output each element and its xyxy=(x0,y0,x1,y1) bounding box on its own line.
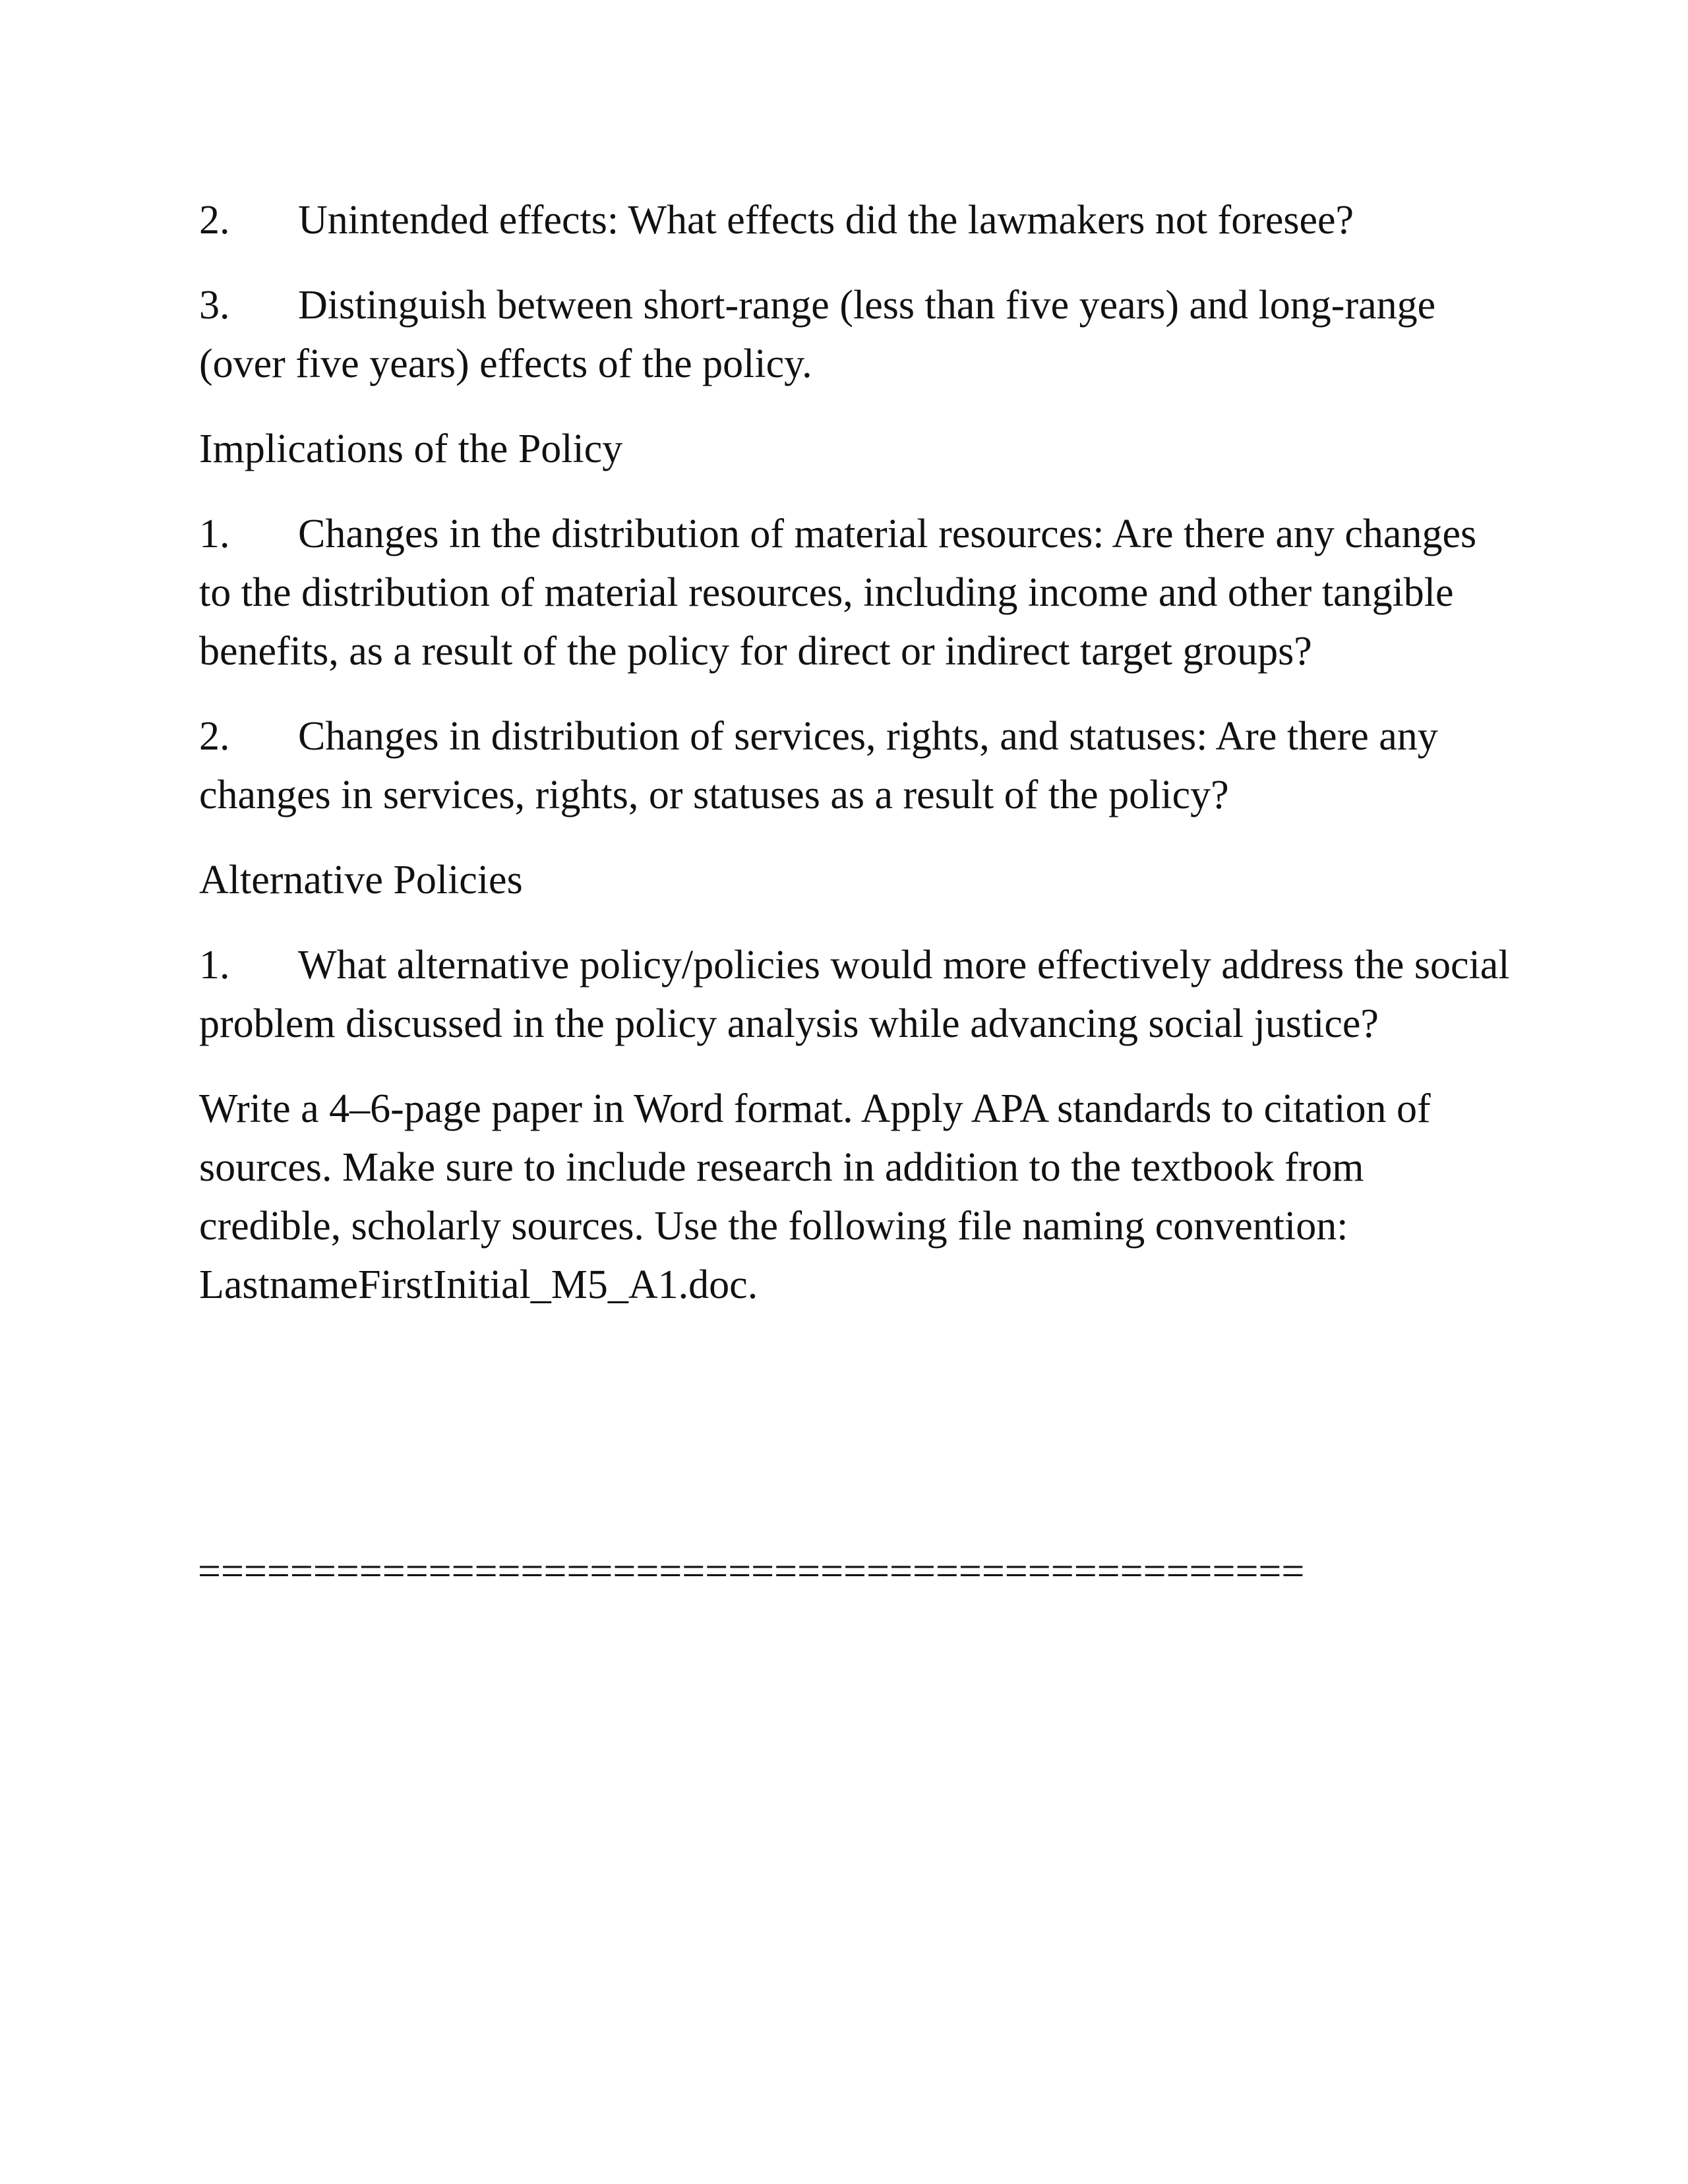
list-item-text: Changes in distribution of services, rights, and statuses: Are there any changes in services, rights, or statuses as a result of the policy? xyxy=(199,714,1438,817)
list-item-text: Unintended effects: What effects did the lawmakers not foresee? xyxy=(298,198,1354,243)
section-heading-alternatives: Alternative Policies xyxy=(199,858,523,902)
list-item-material-resources xyxy=(199,505,1511,681)
instructions-paragraph: Write a 4–6-page paper in Word format. Apply APA standards to citation of sources. Make sure to include research in addition to the textbook from credible, scholarly sources. Use the following file naming convention: LastnameFirstInitial_M5_A1.doc. xyxy=(199,1086,1431,1307)
list-number: 3. xyxy=(199,283,230,328)
list-number: 2. xyxy=(199,198,230,243)
list-number: 2. xyxy=(199,714,230,759)
list-item-text: Distinguish between short-range (less than five years) and long-range (over five years) effects of the policy. xyxy=(199,283,1436,386)
list-item-text: What alternative policy/policies would more effectively address the social problem discussed in the policy analysis while advancing social justice? xyxy=(199,943,1510,1046)
list-number: 1. xyxy=(199,512,230,556)
section-heading-implications: Implications of the Policy xyxy=(199,427,623,471)
list-item-text: Changes in the distribution of material resources: Are there any changes to the distribution of material resources, including income and other tangible benefits, as a result of the policy for direct or indirect target groups? xyxy=(199,512,1477,674)
list-item-services-rights xyxy=(199,707,1511,825)
list-item-short-long-range xyxy=(199,276,1511,394)
list-item-unintended-effects xyxy=(199,191,1511,250)
list-item-alternative-policy xyxy=(199,936,1511,1053)
divider-line: ================================================ xyxy=(198,1549,1305,1594)
list-number: 1. xyxy=(199,943,230,988)
document-body xyxy=(199,191,1511,1341)
